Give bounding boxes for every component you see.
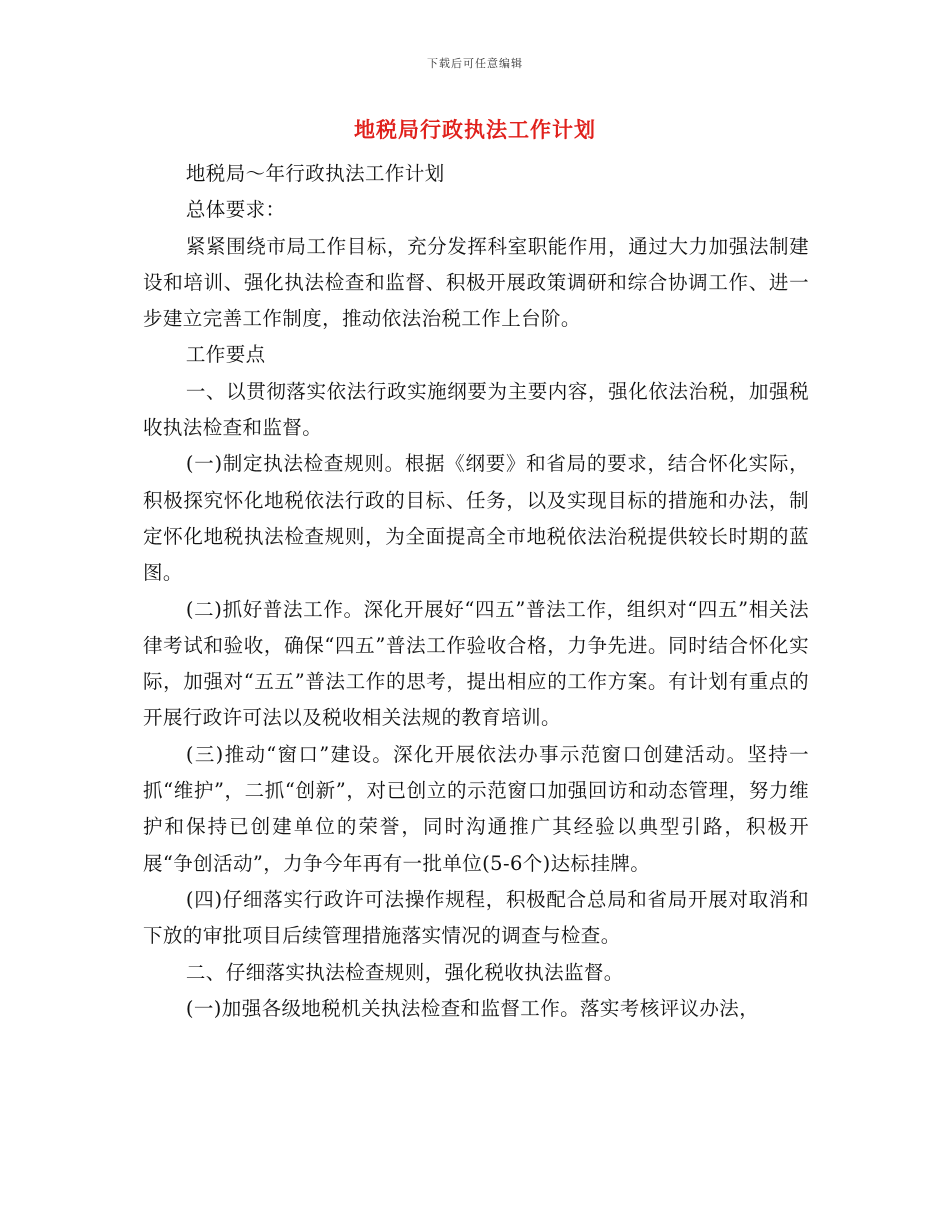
paragraph-point-2: 二、仔细落实执法检查规则，强化税收执法监督。 [185,960,624,984]
document-body [143,156,809,1027]
paragraph-point-1-2: (二)抓好普法工作。深化开展好“四五”普法工作，组织对“四五”相关法律考试和验收，确保“四五”普法工作验收合格，力争先进。同时结合怀化实际，加强对“五五”普法工作的思考，提出相应的工作方案。有计划有重点的开展行政许可法以及税收相关法规的教育培训。 [143,597,809,730]
paragraph-general-requirements: 紧紧围绕市局工作目标，充分发挥科室职能作用，通过大力加强法制建设和培训、强化执法检查和监督、积极开展政策调研和综合协调工作、进一步建立完善工作制度，推动依法治税工作上台阶。 [143,234,809,331]
paragraph-point-1-1: (一)制定执法检查规则。根据《纲要》和省局的要求，结合怀化实际，积极探究怀化地税依法行政的目标、任务，以及实现目标的措施和办法，制定怀化地税执法检查规则，为全面提高全市地税依法治税提供较长时期的蓝图。 [143,452,809,585]
paragraph-point-1-3: (三)推动“窗口”建设。深化开展依法办事示范窗口创建活动。坚持一抓“维护”，二抓“创新”，对已创立的示范窗口加强回访和动态管理，努力维护和保持已创建单位的荣誉，同时沟通推广其经验以典型引路，积极开展“争创活动”，力争今年再有一批单位(5-6个)达标挂牌。 [143,742,809,875]
paragraph-point-2-1: (一)加强各级地税机关执法检查和监督工作。落实考核评议办法， [185,996,760,1020]
paragraph-point-1-4: (四)仔细落实行政许可法操作规程，积极配合总局和省局开展对取消和下放的审批项目后续管理措施落实情况的调查与检查。 [143,887,809,948]
section-heading-general-requirements: 总体要求： [185,198,286,222]
document-title: 地税局行政执法工作计划 [354,117,596,142]
header-note: 下载后可任意编辑 [427,57,523,70]
section-heading-work-points: 工作要点 [185,343,266,367]
paragraph-point-1: 一、以贯彻落实依法行政实施纲要为主要内容，强化依法治税，加强税收执法检查和监督。 [143,379,809,440]
subtitle-line: 地税局～年行政执法工作计划 [185,162,445,185]
